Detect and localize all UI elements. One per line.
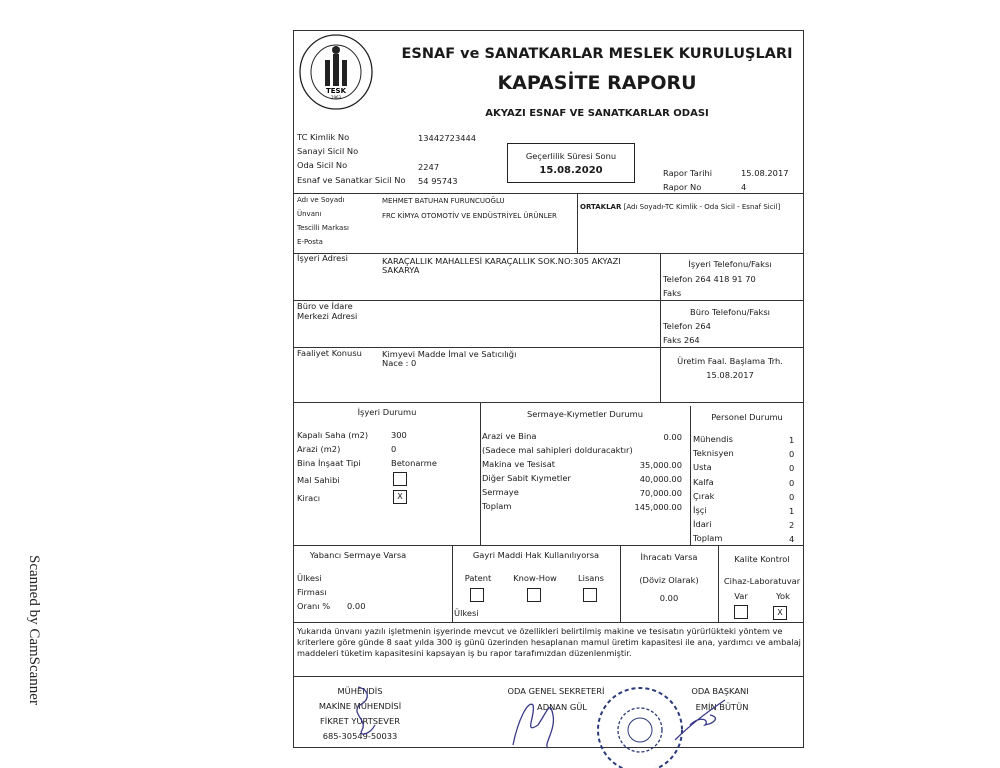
staff-value: 1: [789, 506, 795, 516]
capital-label: (Sadece mal sahipleri dolduracaktır): [482, 445, 633, 455]
activity-label: Faaliyet Konusu: [297, 348, 362, 358]
tesk-logo: [296, 32, 376, 112]
export-value: 0.00: [659, 593, 679, 603]
staff-value: 1: [789, 435, 795, 445]
divider: [293, 347, 804, 348]
ip-country: Ülkesi: [454, 608, 479, 618]
tc-label: TC Kimlik No: [297, 132, 350, 142]
capital-value: 35,000.00: [639, 460, 682, 470]
staff-label: İdari: [693, 519, 712, 530]
divider: [293, 300, 804, 301]
staff-label: Teknisyen: [693, 448, 734, 459]
workplace-value: 0: [391, 444, 397, 454]
secretary-name: ADNAN GÜL: [537, 702, 587, 712]
president-title: ODA BAŞKANI: [691, 686, 749, 696]
staff-value: 2: [789, 520, 795, 531]
org-title: ESNAF ve SANATKARLAR MESLEK KURULUŞLARI: [401, 46, 793, 62]
license-label: Lisans: [578, 573, 604, 583]
staff-value: 0: [789, 449, 795, 460]
nace-value: Nace : 0: [382, 358, 417, 368]
brand-label: Tescilli Markası: [297, 224, 349, 232]
quality-yes-checkbox[interactable]: [734, 605, 748, 619]
office-label-1: Büro ve İdare: [297, 301, 353, 311]
staff-label: Usta: [693, 462, 712, 473]
engineer-title: MÜHENDİS: [337, 686, 383, 696]
engineer-role: MAKİNE MÜHENDİSİ: [318, 701, 402, 711]
tenant-label: Kiracı: [297, 493, 321, 503]
staff-value: 0: [789, 477, 795, 488]
partners-desc: [Adı Soyadı-TC Kimlik - Oda Sicil - Esnaf Sicil]: [623, 203, 781, 211]
address-line1: KARAÇALLIK MAHALLESİ KARAÇALLIK SOK.NO:305 AKYAZI: [382, 256, 621, 266]
workplace-title: İşyeri Durumu: [357, 407, 417, 417]
address-label: İşyeri Adresi: [297, 253, 348, 263]
workplace-label: Bina İnşaat Tipi: [297, 458, 361, 468]
workplace-label: Arazi (m2): [297, 444, 341, 454]
oda-label: Oda Sicil No: [297, 160, 348, 170]
owner-label: Mal Sahibi: [297, 475, 340, 485]
divider: [293, 402, 804, 403]
svg-text:TESK: TESK: [325, 87, 347, 95]
workplace-label: Kapalı Saha (m2): [297, 430, 369, 440]
title-label: Ünvanı: [297, 210, 322, 218]
patent-label: Patent: [464, 573, 492, 583]
staff-label: Toplam: [693, 533, 723, 544]
divider: [577, 193, 578, 253]
license-checkbox[interactable]: [583, 588, 597, 602]
oda-value: 2247: [418, 162, 440, 172]
president-signature: [670, 695, 730, 745]
esnaf-label: Esnaf ve Sanatkar Sicil No: [297, 175, 406, 185]
quality-title: Kalite Kontrol: [734, 554, 790, 564]
divider: [293, 253, 804, 254]
capital-label: Arazi ve Bina: [482, 431, 537, 441]
owner-checkbox[interactable]: [393, 472, 407, 486]
staff-label: Çırak: [693, 490, 715, 501]
divider: [660, 253, 661, 402]
knowhow-checkbox[interactable]: [527, 588, 541, 602]
name-value: MEHMET BATUHAN FURUNCUOĞLU: [382, 197, 505, 205]
workplace-value: 300: [391, 430, 407, 440]
staff-value: 0: [789, 463, 795, 474]
office-phone-title: Büro Telefonu/Faksı: [690, 307, 770, 317]
quality-no-label: Yok: [776, 591, 790, 601]
foreign-rate-label: Oranı %: [297, 601, 331, 611]
report-no: 4: [741, 182, 747, 192]
engineer-signature: [340, 685, 390, 740]
capital-label: Makina ve Tesisat: [482, 459, 556, 469]
report-date-label: Rapor Tarihi: [663, 168, 713, 178]
secretary-title: ODA GENEL SEKRETERİ: [507, 686, 605, 696]
president-name: EMİN BÜTÜN: [695, 702, 749, 712]
engineer-no: 685-30549-50033: [322, 731, 398, 741]
validity-date: 15.08.2020: [539, 165, 603, 176]
ip-title: Gayri Maddi Hak Kullanılıyorsa: [472, 550, 600, 560]
validity-box: [507, 143, 635, 183]
secretary-signature: [508, 690, 568, 750]
partners-bold: ORTAKLAR: [580, 203, 622, 211]
capital-value: 0.00: [663, 432, 682, 442]
divider: [293, 545, 804, 546]
divider: [293, 676, 804, 677]
export-title: İhracatı Varsa: [640, 552, 698, 562]
capital-label: Sermaye: [482, 487, 519, 497]
chamber-name: AKYAZI ESNAF VE SANATKARLAR ODASI: [485, 108, 709, 119]
staff-label: İşçi: [693, 505, 707, 515]
phone-value: Telefon 264 418 91 70: [663, 274, 756, 284]
partners-label: [580, 204, 780, 212]
report-date: 15.08.2017: [741, 168, 789, 178]
divider: [718, 545, 719, 622]
divider: [293, 622, 804, 623]
capital-value: 70,000.00: [639, 488, 682, 498]
divider: [620, 545, 621, 622]
export-sub: (Döviz Olarak): [639, 575, 699, 585]
title-value: FRC KİMYA OTOMOTİV VE ENDÜSTRİYEL ÜRÜNLER: [382, 212, 557, 220]
email-label: E-Posta: [297, 238, 323, 246]
quality-no-checkbox[interactable]: X: [773, 606, 787, 620]
esnaf-value: 54 95743: [418, 176, 458, 186]
tc-value: 13442723444: [418, 133, 477, 143]
capital-value: 145,000.00: [634, 502, 682, 512]
office-phone: Telefon 264: [663, 321, 711, 331]
staff-value: 4: [789, 534, 795, 545]
activity-value: Kimyevi Madde İmal ve Satıcılığı: [382, 349, 517, 359]
foreign-rate: 0.00: [347, 601, 366, 611]
capital-label: Toplam: [482, 501, 512, 511]
start-date: 15.08.2017: [706, 370, 754, 380]
quality-sub: Cihaz-Laboratuvar: [723, 576, 801, 586]
staff-title: Personel Durumu: [711, 412, 783, 422]
divider: [690, 406, 691, 545]
report-no-label: Rapor No: [663, 182, 702, 192]
staff-value: 0: [789, 491, 795, 502]
staff-label: Kalfa: [693, 476, 714, 487]
phone-title: İşyeri Telefonu/Faksı: [688, 259, 772, 269]
camscanner-watermark: Scanned by CamScanner: [26, 555, 42, 705]
staff-label: Mühendis: [693, 434, 733, 444]
office-label-2: Merkezi Adresi: [297, 311, 358, 321]
report-title: KAPASİTE RAPORU: [497, 72, 697, 94]
knowhow-label: Know-How: [513, 573, 557, 583]
tenant-checkbox[interactable]: X: [393, 490, 407, 504]
fax-value: Faks: [663, 288, 682, 298]
foreign-firm: Firması: [297, 587, 327, 597]
address-line2: SAKARYA: [382, 265, 420, 275]
divider: [293, 193, 804, 194]
name-label: Adı ve Soyadı: [297, 196, 345, 204]
quality-yes-label: Var: [734, 591, 748, 601]
foreign-title: Yabancı Sermaye Varsa: [309, 550, 407, 560]
svg-text:1963: 1963: [330, 95, 342, 100]
capital-title: Sermaye-Kıymetler Durumu: [526, 409, 644, 419]
validity-label: Geçerlilik Süresi Sonu: [525, 151, 617, 161]
statement-text: Yukarıda ünvanı yazılı işletmenin işyerinde mevcut ve özellikleri belirtilmiş makine ve tesisatın yürürlükteki yöntem ve kriterlere göre günde 8 saat yılda 300 iş günü üzerinden hesaplanan mamul üretim kapasitesi ile ana, yardımcı ve ambalaj maddeleri tüketim kapasitesini kapsayan iş bu rapor tarafımızdan düzenlenmiştir.: [297, 626, 801, 658]
sanayi-label: Sanayi Sicil No: [297, 146, 359, 156]
capital-label: Diğer Sabit Kıymetler: [482, 473, 571, 483]
patent-checkbox[interactable]: [470, 588, 484, 602]
workplace-value: Betonarme: [391, 458, 437, 468]
office-fax: Faks 264: [663, 335, 700, 345]
foreign-country: Ülkesi: [297, 573, 322, 583]
start-label: Üretim Faal. Başlama Trh.: [677, 356, 783, 366]
engineer-name: FİKRET YURTSEVER: [320, 716, 400, 726]
capital-value: 40,000.00: [639, 474, 682, 484]
